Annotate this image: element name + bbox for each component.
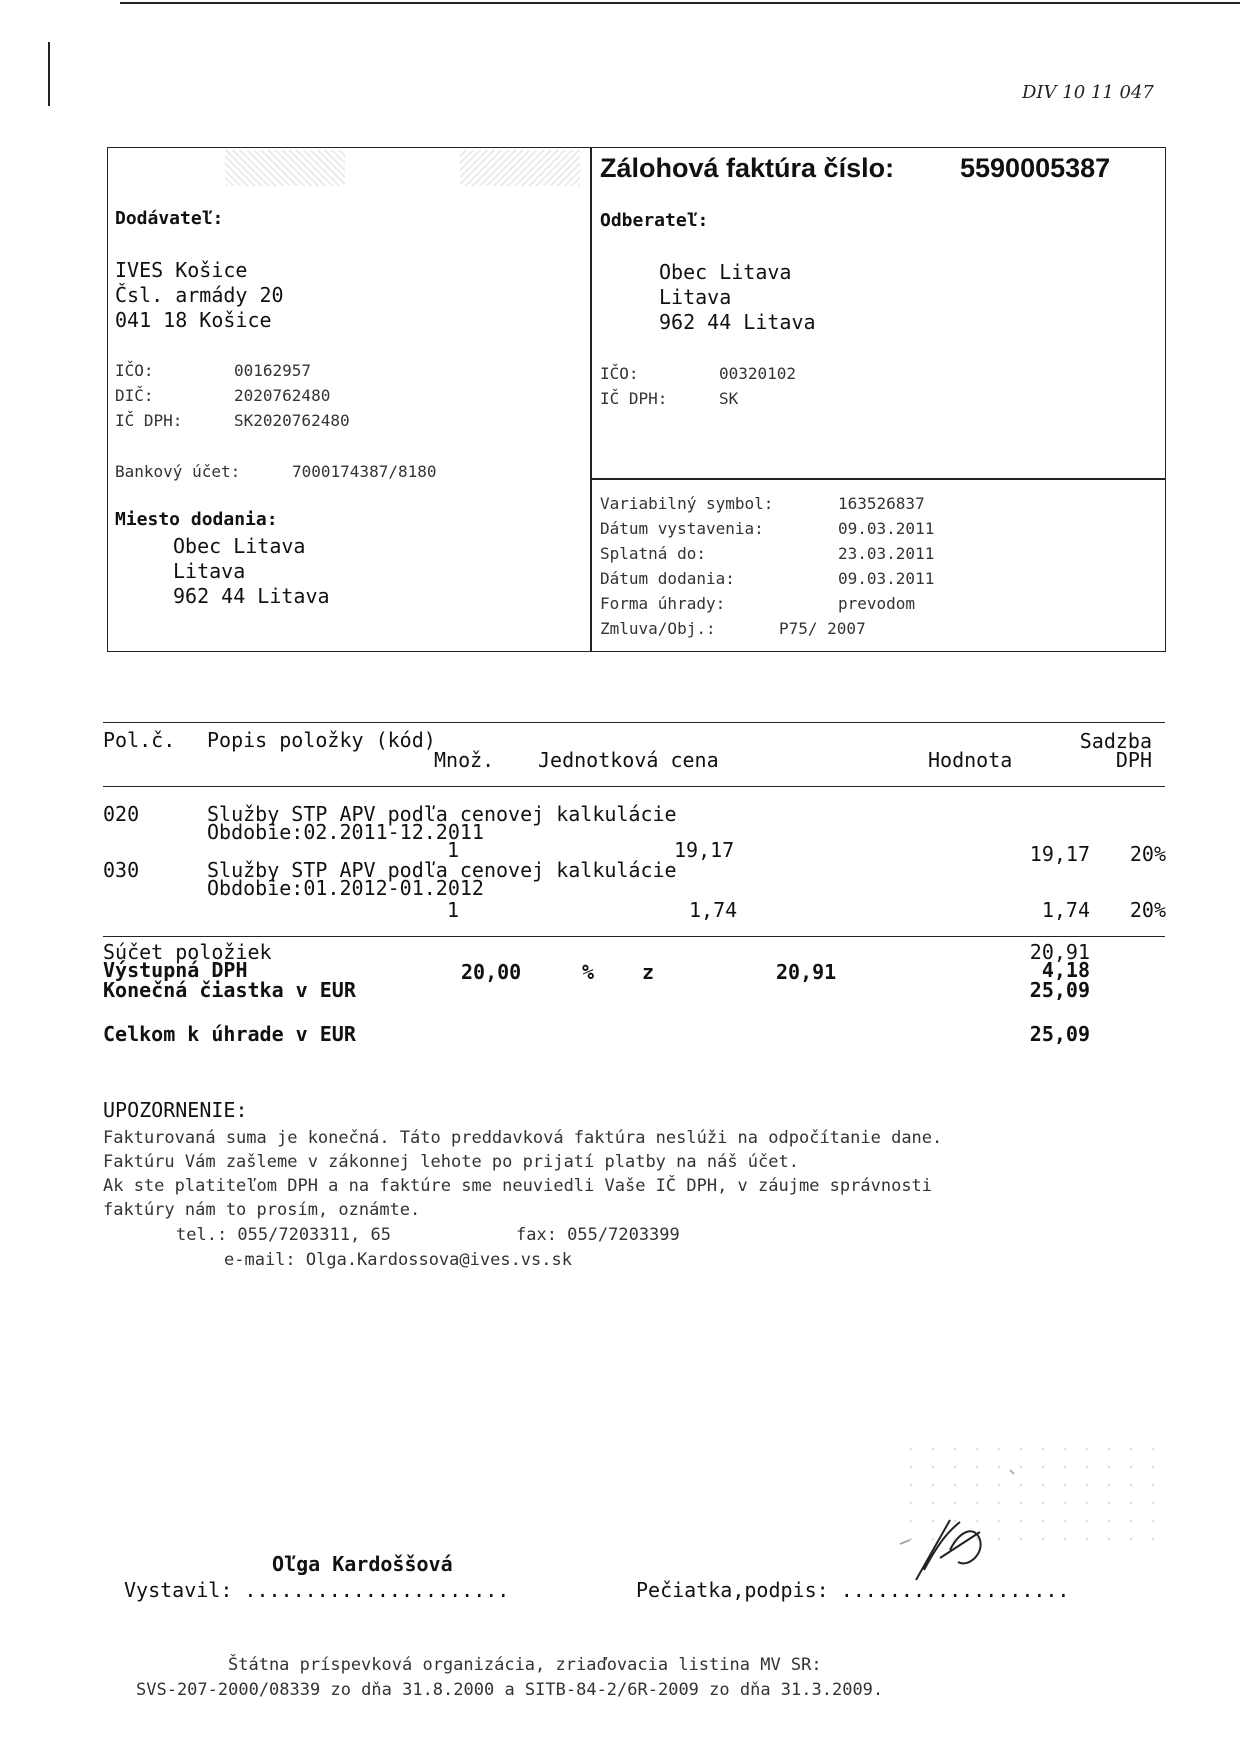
final-value: 25,09 [1029, 978, 1090, 1002]
supplier-logo-2 [460, 150, 580, 186]
notice-line-4: faktúry nám to prosím, oznámte. [103, 1200, 421, 1220]
col-vat-1: Sadzba [1079, 729, 1152, 753]
vat-base: 20,91 [776, 960, 837, 984]
footer-line-2: SVS-207-2000/08339 zo dňa 31.8.2000 a SITB-84-2/6R-2009 zo dňa 31.3.2009. [136, 1680, 884, 1700]
issue-date-label: Dátum vystavenia: [600, 519, 764, 538]
scan-left-mark [48, 42, 50, 106]
vs-label: Variabilný symbol: [600, 494, 774, 513]
footer-line-1: Štátna príspevková organizácia, zriaďovacia listina MV SR: [228, 1655, 822, 1675]
supplier-ico-label: IČO: [115, 361, 154, 380]
delivery-date: 09.03.2011 [838, 569, 935, 588]
item-1-period: Obdobie:02.2011-12.2011 [207, 820, 484, 844]
sum-label: Súčet položiek [103, 940, 272, 964]
item-1-unit: 19,17 [674, 838, 735, 862]
bank-account: 7000174387/8180 [292, 462, 437, 481]
supplier-name: IVES Košice [115, 258, 248, 282]
notice-email: e-mail: Olga.Kardossova@ives.vs.sk [224, 1250, 572, 1270]
col-vat-2: DPH [1115, 748, 1152, 772]
table-top-rule [103, 722, 1165, 723]
delivery-name: Obec Litava [173, 534, 306, 558]
issuer-label: Vystavil: ...................... [124, 1578, 510, 1602]
supplier-ico: 00162957 [234, 361, 312, 380]
stamp-dots [900, 1440, 1160, 1550]
notice-heading: UPOZORNENIE: [103, 1098, 248, 1122]
vat-z: z [642, 960, 655, 984]
col-desc: Popis položky (kód) [207, 728, 436, 752]
customer-icdph-label: IČ DPH: [600, 389, 668, 408]
supplier-city: 041 18 Košice [115, 308, 272, 332]
contract-label: Zmluva/Obj.: [600, 619, 716, 638]
supplier-heading: Dodávateľ: [115, 208, 224, 229]
item-1-qty: 1 [447, 838, 460, 862]
delivery-heading: Miesto dodania: [115, 509, 278, 530]
vat-value: 4,18 [1041, 958, 1090, 982]
col-qty: Množ. [434, 748, 495, 772]
contract-value: P75/ 2007 [779, 619, 866, 638]
scan-top-edge [120, 2, 1240, 4]
item-1-pol: 020 [103, 802, 140, 826]
handwritten-ref-note: DIV 10 11 047 [1022, 82, 1154, 103]
stamp-label: Pečiatka,podpis: ................... [636, 1578, 1070, 1602]
table-bottom-rule [103, 936, 1165, 937]
payment-method-label: Forma úhrady: [600, 594, 726, 613]
sum-value: 20,91 [1029, 940, 1090, 964]
item-2-pol: 030 [103, 858, 140, 882]
notice-tel: tel.: 055/7203311, 65 [176, 1225, 391, 1245]
supplier-icdph-label: IČ DPH: [115, 411, 183, 430]
supplier-dic-label: DIČ: [115, 386, 154, 405]
notice-fax: fax: 055/7203399 [516, 1225, 680, 1245]
final-label: Konečná čiastka v EUR [103, 978, 356, 1002]
customer-ico: 00320102 [719, 364, 797, 383]
vs-value: 163526837 [838, 494, 925, 513]
payment-method: prevodom [838, 594, 916, 613]
vat-rate: 20,00 [461, 960, 522, 984]
customer-icdph: SK [719, 389, 739, 408]
item-2-period: Obdobie:01.2012-01.2012 [207, 876, 484, 900]
col-pol: Pol.č. [103, 728, 176, 752]
item-1-desc: Služby STP APV podľa cenovej kalkulácie [207, 802, 677, 826]
col-value: Hodnota [928, 748, 1013, 772]
supplier-icdph: SK2020762480 [234, 411, 350, 430]
customer-heading: Odberateľ: [600, 210, 709, 231]
notice-line-3: Ak ste platiteľom DPH a na faktúre sme neuviedli Vaše IČ DPH, v záujme správnosti [103, 1176, 933, 1196]
pay-label: Celkom k úhrade v EUR [103, 1022, 356, 1046]
due-date: 23.03.2011 [838, 544, 935, 563]
notice-line-1: Fakturovaná suma je konečná. Táto preddavková faktúra neslúži na odpočítanie dane. [103, 1128, 943, 1148]
item-2-desc: Služby STP APV podľa cenovej kalkulácie [207, 858, 677, 882]
item-2-unit: 1,74 [689, 898, 738, 922]
vat-pct: % [582, 960, 595, 984]
item-1-vat: 20% [1129, 842, 1166, 866]
notice-line-2: Faktúru Vám zašleme v zákonnej lehote po prijatí platby na náš účet. [103, 1152, 799, 1172]
bank-label: Bankový účet: [115, 462, 241, 481]
item-2-qty: 1 [447, 898, 460, 922]
pay-value: 25,09 [1029, 1022, 1090, 1046]
customer-city: 962 44 Litava [659, 310, 816, 334]
table-header-rule [103, 786, 1165, 787]
supplier-logo [225, 150, 345, 186]
delivery-street: Litava [173, 559, 246, 583]
due-date-label: Splatná do: [600, 544, 706, 563]
delivery-city: 962 44 Litava [173, 584, 330, 608]
supplier-street: Čsl. armády 20 [115, 283, 284, 307]
vat-label: Výstupná DPH [103, 958, 248, 982]
delivery-date-label: Dátum dodania: [600, 569, 735, 588]
issue-date: 09.03.2011 [838, 519, 935, 538]
issuer-name: Oľga Kardoššová [272, 1552, 453, 1576]
customer-street: Litava [659, 285, 732, 309]
invoice-title: Zálohová faktúra číslo: [600, 153, 895, 183]
invoice-number: 5590005387 [960, 153, 1111, 183]
col-unit: Jednotková cena [538, 748, 719, 772]
item-2-value: 1,74 [1041, 898, 1090, 922]
customer-name: Obec Litava [659, 260, 792, 284]
item-1-value: 19,17 [1029, 842, 1090, 866]
customer-ico-label: IČO: [600, 364, 639, 383]
item-2-vat: 20% [1129, 898, 1166, 922]
supplier-dic: 2020762480 [234, 386, 331, 405]
